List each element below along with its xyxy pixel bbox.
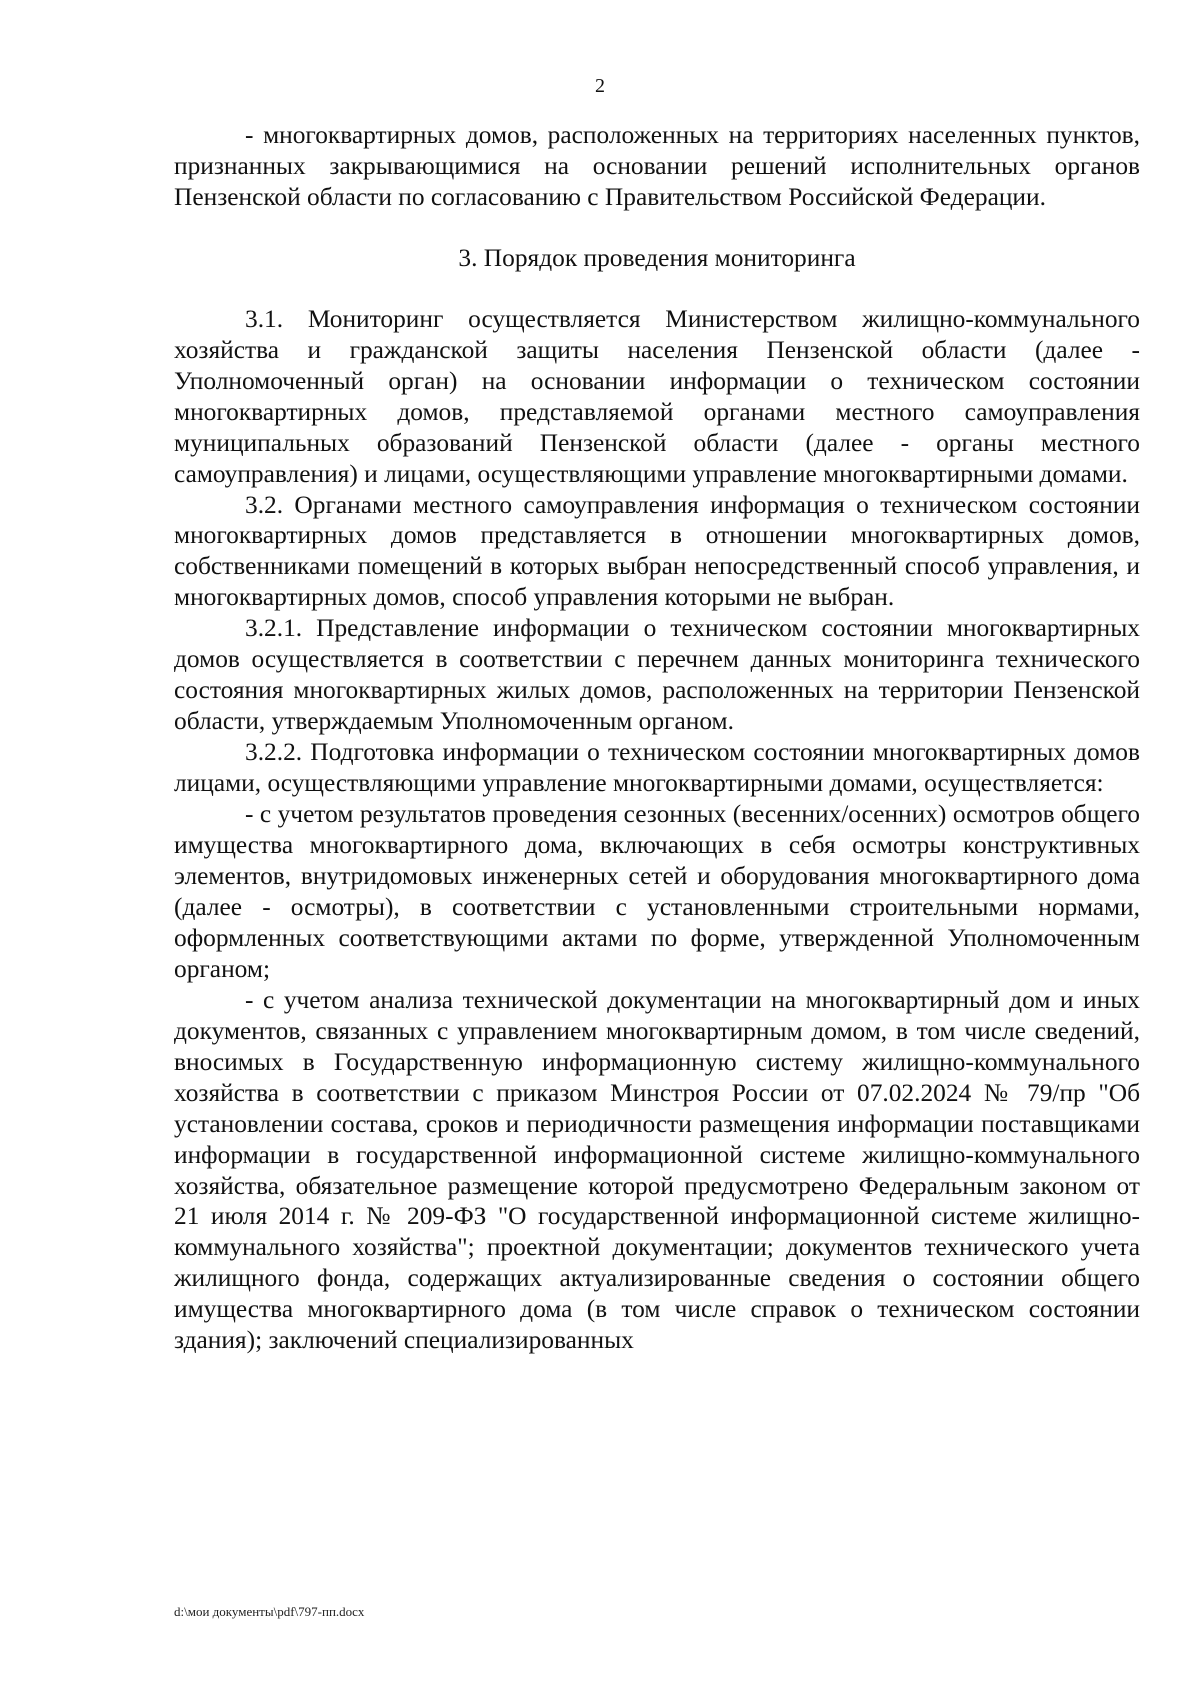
paragraph-3-2: 3.2. Органами местного самоуправления информация о техническом состоянии многоквартирных домов представляется в отношении многоквартирных домов, собственниками помещений в которых выбран непосредственный способ управления, и многоквартирных домов, способ управления которыми не выбран. bbox=[174, 490, 1140, 612]
footer-file-path: d:\мои документы\pdf\797-пп.docx bbox=[174, 1604, 365, 1619]
paragraph-3-2-1: 3.2.1. Представление информации о техническом состоянии многоквартирных домов осуществляется в соответствии с перечнем данных мониторинга технического состояния многоквартирных жилых домов, расположенных на территории Пензенской области, утверждаемым Уполномоченным органом. bbox=[174, 614, 1140, 736]
page-number: 2 bbox=[595, 75, 605, 97]
paragraph-3-2-2: 3.2.2. Подготовка информации о техническом состоянии многоквартирных домов лицами, осуществляющими управление многоквартирными домами, осуществляется: bbox=[174, 738, 1140, 798]
paragraph-3-1: 3.1. Мониторинг осуществляется Министерством жилищно-коммунального хозяйства и гражданской защиты населения Пензенской области (далее - Уполномоченный орган) на основании информации о техническом состоянии многоквартирных домов, представляемой органами местного самоуправления муниципальных образований Пензенской области (далее - органы местного самоуправления) и лицами, осуществляющими управление многоквартирными домами. bbox=[174, 304, 1140, 488]
section-heading: 3. Порядок проведения мониторинга bbox=[458, 243, 856, 272]
paragraph-closing-towns: - многоквартирных домов, расположенных на территориях населенных пунктов, признанных закрывающимися на основании решений исполнительных органов Пензенской области по согласованию с Правительством Российской Федерации. bbox=[174, 121, 1140, 211]
paragraph-bullet-documentation: - с учетом анализа технической документации на многоквартирный дом и иных документов, связанных с управлением многоквартирным домом, в том числе сведений, вносимых в Государственную информационную систему жилищно-коммунального хозяйства в соответствии с приказом Минстроя России от 07.02.2024 № 79/пр "Об установлении состава, сроков и периодичности размещения информации поставщиками информации в государственной информационной системе жилищно-коммунального хозяйства, обязательное размещение которой предусмотрено Федеральным законом от 21 июля 2014 г. № 209-ФЗ "О государственной информационной системе жилищно-коммунального хозяйства"; проектной документации; документов технического учета жилищного фонда, содержащих актуализированные сведения о состоянии общего имущества многоквартирного дома (в том числе справок о техническом состоянии здания); заключений специализированных bbox=[174, 985, 1140, 1355]
document-body bbox=[174, 120, 1140, 1356]
paragraph-bullet-inspections: - с учетом результатов проведения сезонных (весенних/осенних) осмотров общего имущества многоквартирного дома, включающих в себя осмотры конструктивных элементов, внутридомовых инженерных сетей и оборудования многоквартирного дома (далее - осмотры), в соответствии с установленными строительными нормами, оформленных соответствующими актами по форме, утвержденной Уполномоченным органом; bbox=[174, 800, 1140, 983]
